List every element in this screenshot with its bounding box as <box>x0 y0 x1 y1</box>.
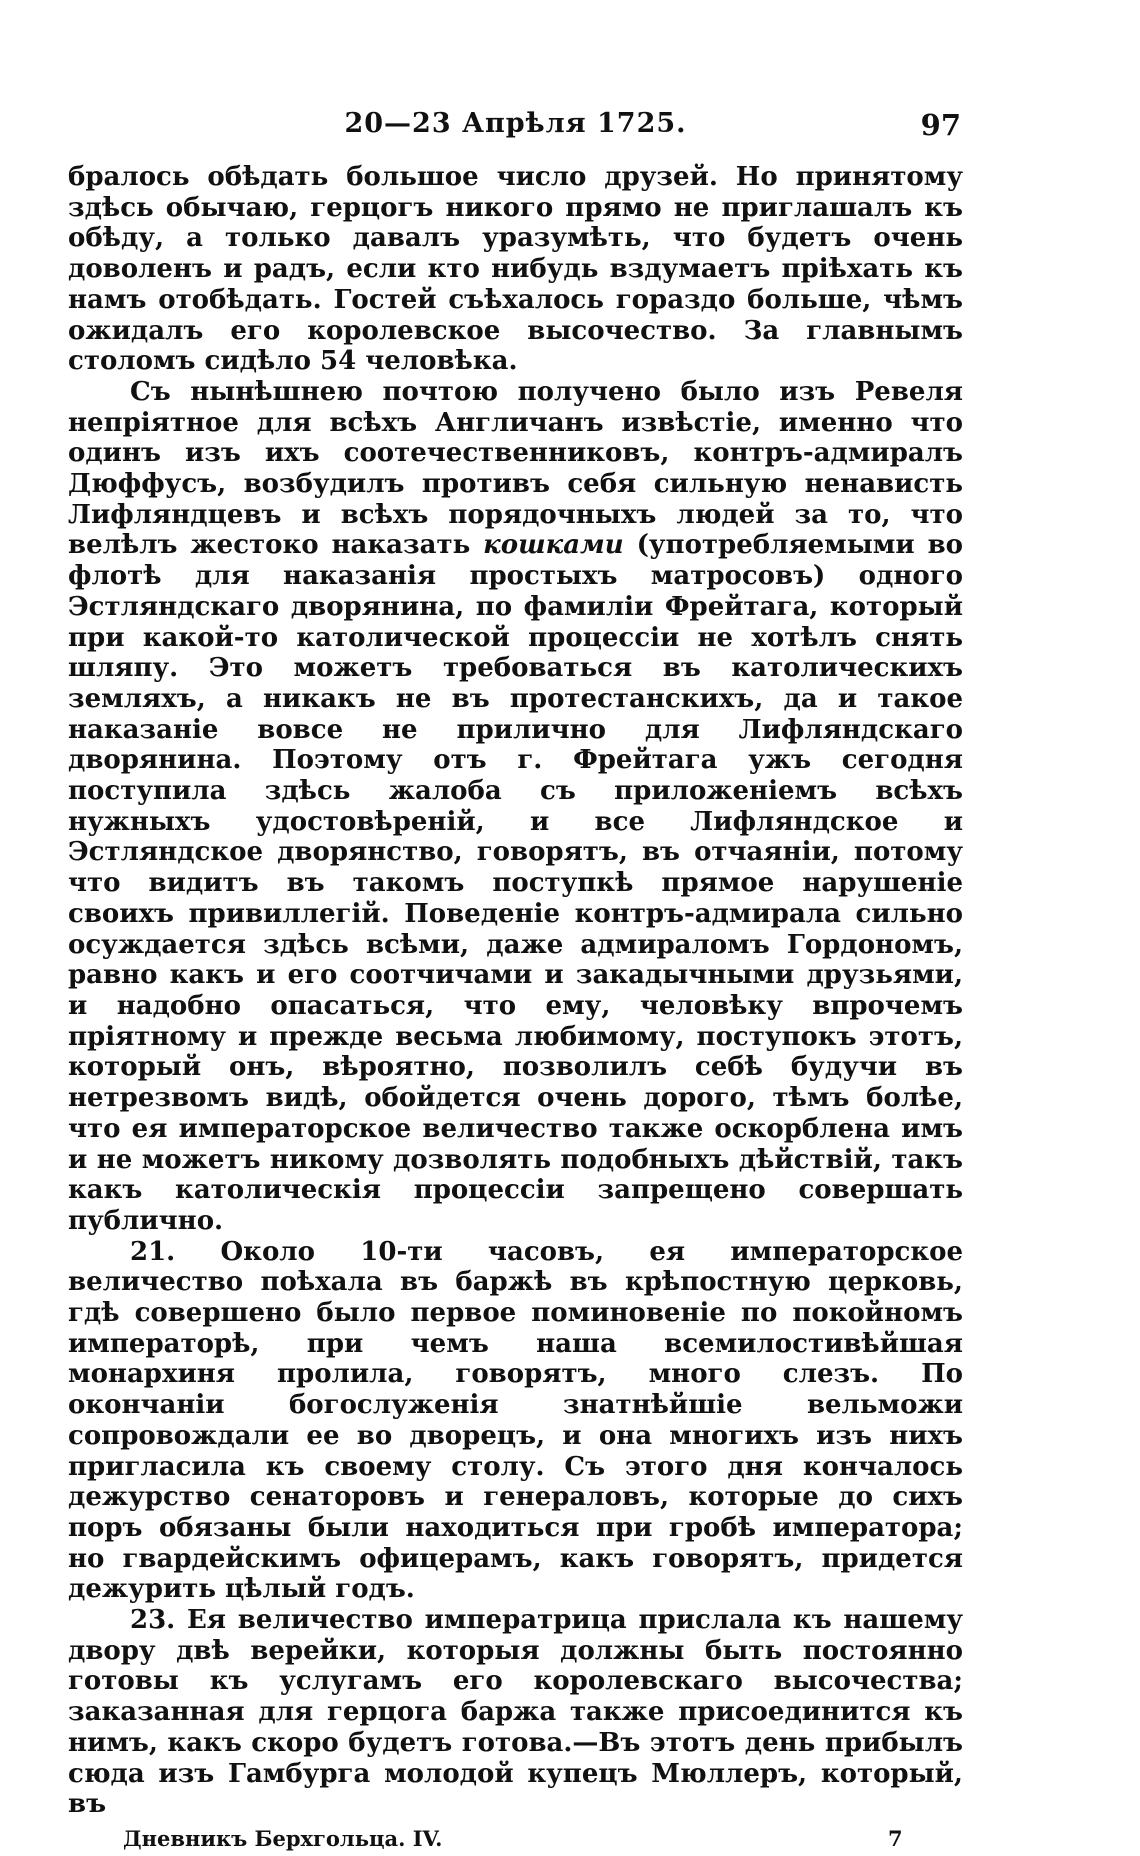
paragraph-text: (употребляемыми во флотѣ для наказанія простыхъ матросовъ) одного Эстляндскаго дворянина, по фамиліи Фрейтага, который при какой-то католической процессіи не хотѣлъ снять шляпу. Это можетъ требоваться въ католическихъ земляхъ, а никакъ не въ протестанскихъ, да и такое наказаніе вовсе не прилично для Лифляндскаго дворянина. Поэтому отъ г. Фрейтага ужъ сегодня поступила здѣсь жалоба съ приложеніемъ всѣхъ нужныхъ удостовѣреній, и все Лифляндское и Эстляндское дворянство, говорятъ, въ отчаяніи, потому что видитъ въ такомъ поступкѣ прямое нарушеніе своихъ привиллегій. Поведеніе контръ-адмирала сильно осуждается здѣсь всѣми, даже адмираломъ Гордономъ, равно какъ и его соотчичами и закадычными друзьями, и надобно опасаться, что ему, человѣку впрочемъ пріятному и прежде весьма любимому, поступокъ этотъ, который онъ, вѣроятно, позволилъ себѣ будучи въ нетрезвомъ видѣ, обойдется очень дорого, тѣмъ болѣе, что ея императорское величество также оскорблена имъ и не можетъ никому дозволять подобныхъ дѣйствій, такъ какъ католическія процессіи запрещено совершать публично. <box>68 530 964 1236</box>
paragraph-reval-news <box>68 377 963 1237</box>
paragraph-entry-23 <box>68 1605 963 1820</box>
paragraph-entry-21 <box>68 1237 963 1605</box>
page-number: 97 <box>920 108 961 142</box>
signature-mark: Дневникъ Берхгольца. IV. <box>123 1825 443 1851</box>
paragraph-continuation <box>68 162 963 377</box>
paragraph-text: Съ нынѣшнею почтою получено было изъ Ревеля непріятное для всѣхъ Англичанъ извѣстіе, именно что одинъ изъ ихъ соотечественниковъ, контръ-адмиралъ Дюффусъ, возбудилъ противъ себя сильную ненависть Лифляндцевъ и всѣхъ порядочныхъ людей за то, что велѣлъ жестоко наказать <box>68 376 963 561</box>
paragraph-text: 23. Ея величество императрица прислала къ нашему двору двѣ верейки, которыя должны быть постоянно готовы къ услугамъ его королевскаго высочества; заказанная для герцога баржа также присоединится къ нимъ, какъ скоро будетъ готова.—Въ этотъ день прибылъ сюда изъ Гамбурга молодой купецъ Мюллеръ, который, въ <box>68 1605 963 1820</box>
paragraph-text: бралось обѣдать большое число друзей. Но принятому здѣсь обычаю, герцогъ никого прямо не приглашалъ къ обѣду, а только давалъ уразумѣть, что будетъ очень доволенъ и радъ, если кто нибудь вздумаетъ пріѣхать къ намъ отобѣдать. Гостей съѣхалось гораздо больше, чѣмъ ожидалъ его королевское высочество. За главнымъ столомъ сидѣло 54 человѣка. <box>68 162 963 377</box>
paragraph-text: 21. Около 10-ти часовъ, ея императорское величество поѣхала въ баржѣ въ крѣпостную церковь, гдѣ совершено было первое поминовеніе по покойномъ императорѣ, при чемъ наша всемилостивѣйшая монархиня пролила, говорятъ, много слезъ. По окончаніи богослуженія знатнѣйшіе вельможи сопровождали ее во дворецъ, и она многихъ изъ нихъ пригласила къ своему столу. Съ этого дня кончалось дежурство сенаторовъ и генераловъ, которые до сихъ поръ обязаны были находиться при гробѣ императора; но гвардейскимъ офицерамъ, какъ говорятъ, придется дежурить цѣлый годъ. <box>68 1236 963 1605</box>
page-footer <box>68 1826 963 1856</box>
running-head: 20—23 Апрѣля 1725. <box>344 108 687 139</box>
sheet-number: 7 <box>888 1825 903 1851</box>
body-text <box>68 162 963 1820</box>
italic-term: кошками <box>483 530 624 561</box>
book-page <box>68 108 963 1856</box>
page-header <box>68 108 963 158</box>
